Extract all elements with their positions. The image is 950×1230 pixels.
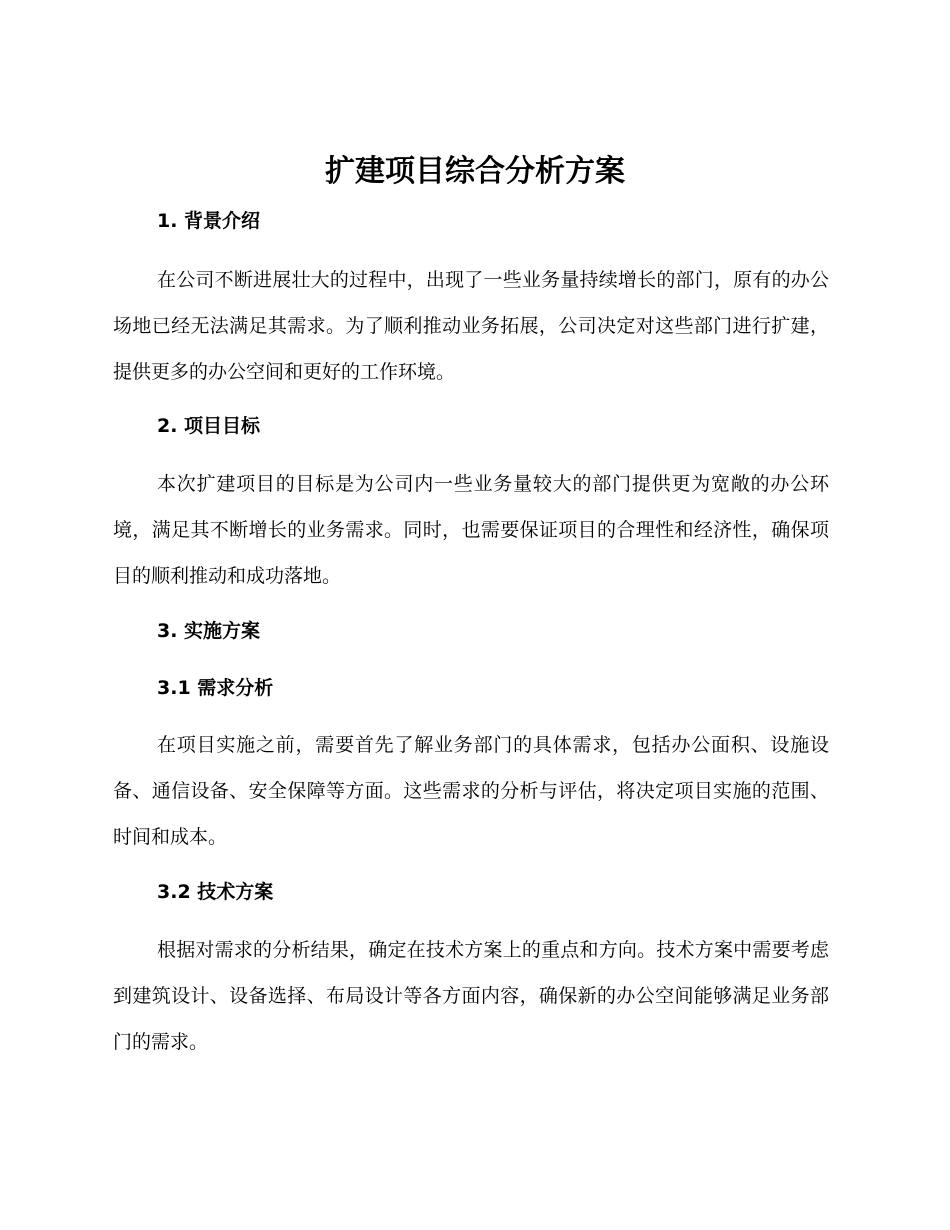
subsection-paragraph-technical: 根据对需求的分析结果，确定在技术方案上的重点和方向。技术方案中需要考虑到建筑设计、设备选择、布局设计等各方面内容，确保新的办公空间能够满足业务部门的需求。	[113, 939, 829, 1053]
section-paragraph-background: 在公司不断进展壮大的过程中，出现了一些业务量持续增长的部门，原有的办公场地已经无法满足其需求。为了顺利推动业务拓展，公司决定对这些部门进行扩建，提供更多的办公空间和更好的工作环境。	[113, 269, 829, 383]
section-heading-goals: 2. 项目目标	[157, 415, 261, 437]
section-heading-background: 1. 背景介绍	[157, 210, 261, 232]
section-heading-implementation: 3. 实施方案	[157, 620, 261, 642]
subsection-heading-technical: 3.2 技术方案	[157, 881, 274, 903]
document-title: 扩建项目综合分析方案	[325, 154, 625, 189]
subsection-paragraph-requirements: 在项目实施之前，需要首先了解业务部门的具体需求，包括办公面积、设施设备、通信设备、安全保障等方面。这些需求的分析与评估，将决定项目实施的范围、时间和成本。	[113, 734, 829, 848]
section-paragraph-goals: 本次扩建项目的目标是为公司内一些业务量较大的部门提供更为宽敞的办公环境，满足其不断增长的业务需求。同时，也需要保证项目的合理性和经济性，确保项目的顺利推动和成功落地。	[113, 473, 829, 587]
subsection-heading-requirements: 3.1 需求分析	[157, 677, 274, 699]
